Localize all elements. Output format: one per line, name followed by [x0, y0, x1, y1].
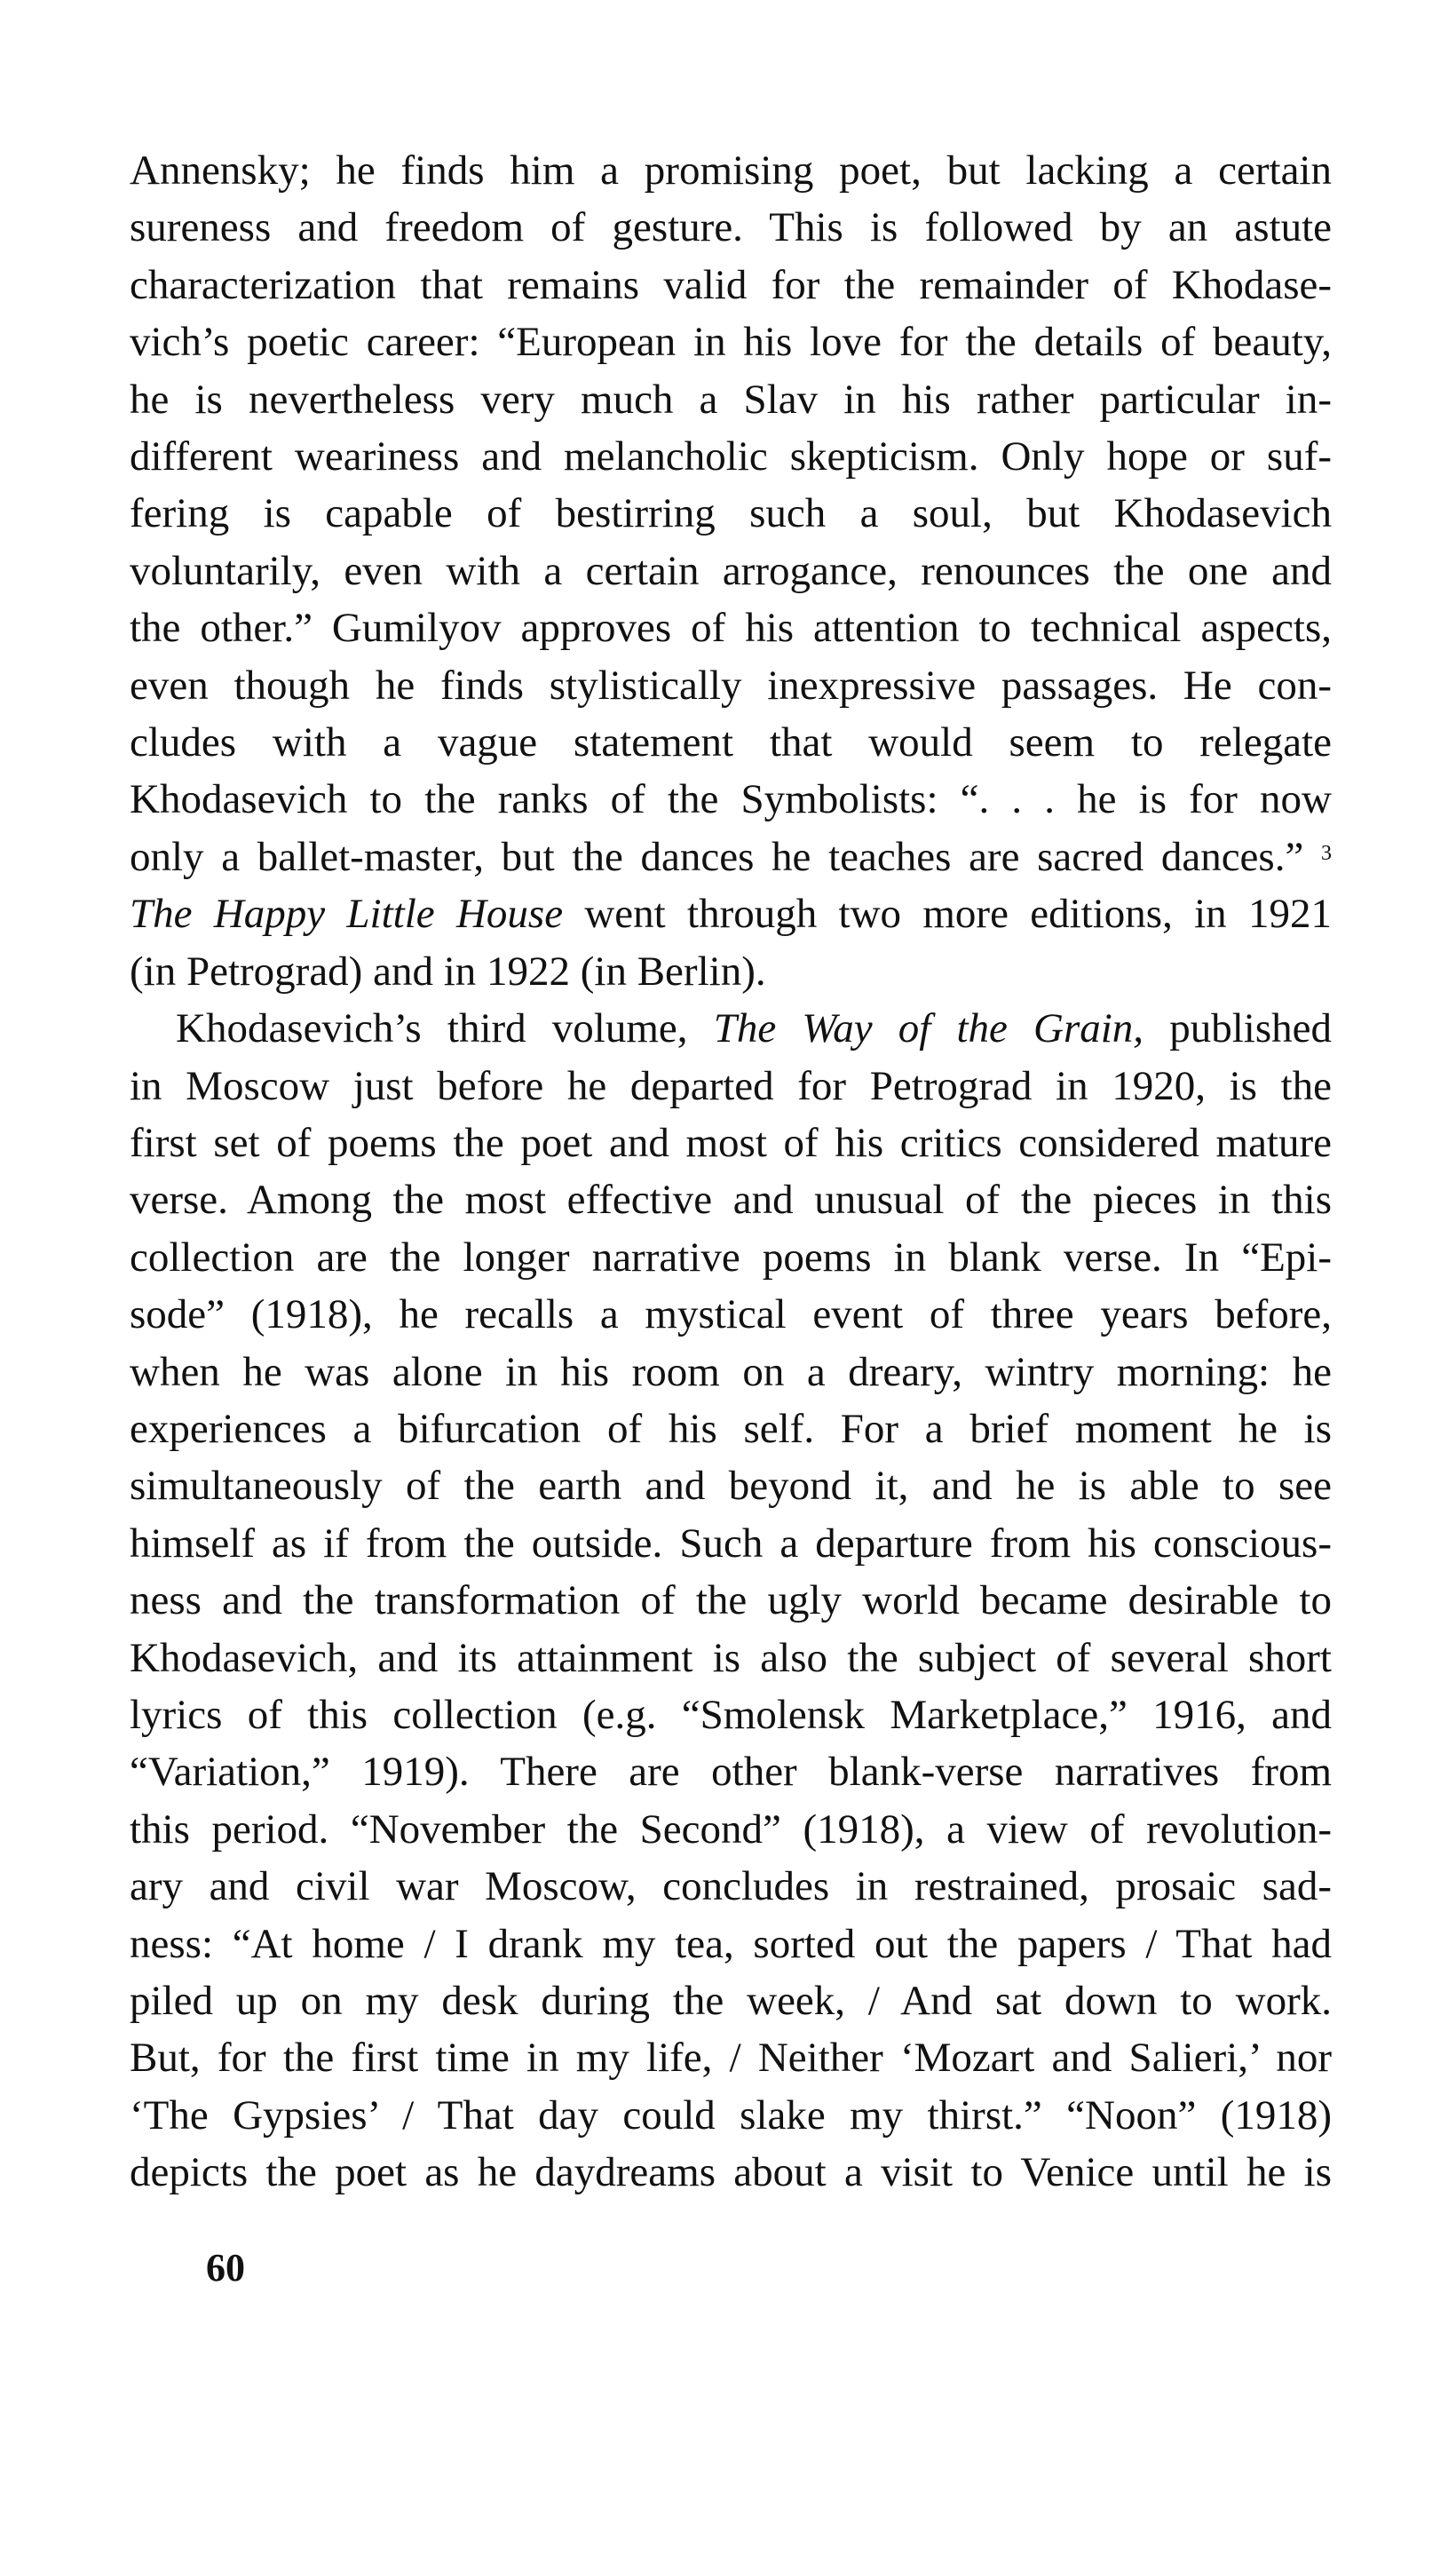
text-line: sode” (1918), he recalls a mystical event of three years before,: [130, 1291, 1332, 1338]
book-title: The Way of the Grain,: [713, 1005, 1144, 1052]
text-line: this period. “November the Second” (1918), a view of revolution-: [130, 1805, 1332, 1853]
paragraph-2: [130, 1000, 1332, 2202]
text-line: “Variation,” 1919). There are other blank-verse narratives from: [130, 1749, 1332, 1796]
text-line: Annensky; he finds him a promising poet, but lacking a certain: [130, 147, 1332, 194]
page-number: 60: [206, 2246, 245, 2289]
text-line-with-title: [130, 885, 1332, 942]
text-line: voluntarily, even with a certain arrogance, renounces the one and: [130, 547, 1332, 594]
text-line: ‘The Gypsies’ / That day could slake my thirst.” “Noon” (1918): [130, 2091, 1332, 2138]
text-line: himself as if from the outside. Such a departure from his conscious-: [130, 1520, 1332, 1567]
text-line: depicts the poet as he daydreams about a visit to Venice until he is: [130, 2149, 1332, 2196]
text-line: different weariness and melancholic skepticism. Only hope or suf-: [130, 433, 1332, 480]
text-line: simultaneously of the earth and beyond it, and he is able to see: [130, 1463, 1332, 1510]
page-body: [130, 142, 1332, 2202]
paragraph-1: [130, 142, 1332, 1000]
line-text: published: [1143, 1005, 1332, 1052]
text-line: piled up on my desk during the week, / And sat down to work.: [130, 1978, 1332, 2024]
text-line: ness: “At home / I drank my tea, sorted out the papers / That had: [130, 1920, 1332, 1967]
text-line: even though he finds stylistically inexpressive passages. He con-: [130, 662, 1332, 709]
text-line: collection are the longer narrative poems in blank verse. In “Epi-: [130, 1234, 1332, 1281]
text-line: (in Petrograd) and in 1922 (in Berlin).: [130, 948, 766, 995]
text-line: Khodasevich, and its attainment is also the subject of several short: [130, 1634, 1332, 1681]
text-line: ary and civil war Moscow, concludes in restrained, prosaic sad-: [130, 1863, 1332, 1910]
text-line: ness and the transformation of the ugly world became desirable to: [130, 1577, 1332, 1624]
text-line: vich’s poetic career: “European in his love for the details of beauty,: [130, 319, 1332, 366]
text-line: Khodasevich to the ranks of the Symbolists: “. . . he is for now: [130, 776, 1332, 823]
line-text: only a ballet-master, but the dances he teaches are sacred dances.”: [130, 833, 1304, 880]
text-line-with-footnote: [130, 829, 1332, 885]
text-line: verse. Among the most effective and unusual of the pieces in this: [130, 1177, 1332, 1224]
text-line: sureness and freedom of gesture. This is followed by an astute: [130, 204, 1332, 251]
text-line: the other.” Gumilyov approves of his attention to technical aspects,: [130, 605, 1332, 652]
line-text: went through two more editions, in 1921: [563, 891, 1332, 938]
text-line: when he was alone in his room on a dreary, wintry morning: he: [130, 1348, 1332, 1395]
text-line: lyrics of this collection (e.g. “Smolensk Marketplace,” 1916, and: [130, 1691, 1332, 1738]
book-title: The Happy Little House: [130, 891, 564, 938]
text-line: fering is capable of bestirring such a soul, but Khodasevich: [130, 490, 1332, 537]
text-line: in Moscow just before he departed for Petrograd in 1920, is the: [130, 1062, 1332, 1109]
text-line: first set of poems the poet and most of his critics considered mature: [130, 1119, 1332, 1166]
text-line: But, for the first time in my life, / Neither ‘Mozart and Salieri,’ nor: [130, 2035, 1332, 2082]
line-text: Khodasevich’s third volume,: [176, 1005, 714, 1052]
text-line-with-title: [130, 1000, 1332, 1057]
text-line: characterization that remains valid for the remainder of Khodase-: [130, 261, 1332, 308]
text-line: he is nevertheless very much a Slav in his rather particular in-: [130, 376, 1332, 423]
footnote-reference: 3: [1321, 841, 1332, 865]
text-line: experiences a bifurcation of his self. For a brief moment he is: [130, 1405, 1332, 1452]
text-line: cludes with a vague statement that would seem to relegate: [130, 719, 1332, 766]
